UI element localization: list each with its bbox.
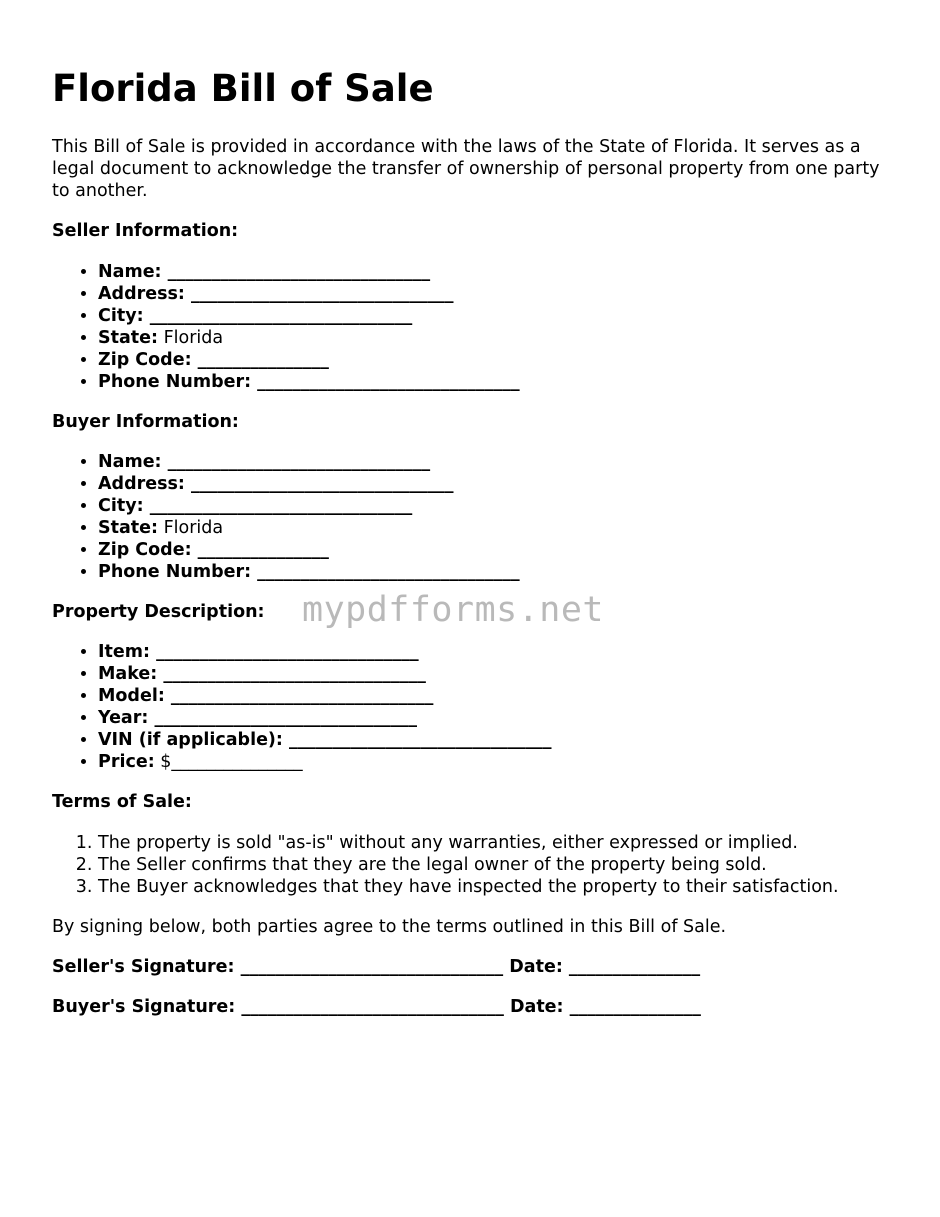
property-year-field[interactable]: • Year: ______________________________: [98, 707, 552, 729]
property-vin-field[interactable]: • VIN (if applicable): ______________________________: [98, 729, 552, 751]
buyer-signature-line[interactable]: Buyer's Signature: ______________________________ Date: _______________: [52, 997, 701, 1017]
buyer-city-field[interactable]: • City: ______________________________: [98, 495, 520, 517]
terms-heading: Terms of Sale:: [52, 792, 192, 812]
seller-fields-list: [52, 261, 520, 393]
buyer-heading: Buyer Information:: [52, 412, 239, 432]
seller-phone-field[interactable]: • Phone Number: ______________________________: [98, 371, 520, 393]
property-fields-list: [52, 641, 552, 773]
seller-name-field[interactable]: • Name: ______________________________: [98, 261, 520, 283]
watermark: mypdfforms.net: [302, 590, 605, 630]
property-make-field[interactable]: • Make: ______________________________: [98, 663, 552, 685]
seller-zip-field[interactable]: • Zip Code: _______________: [98, 349, 520, 371]
document-title: Florida Bill of Sale: [52, 67, 434, 110]
agreement-paragraph: By signing below, both parties agree to the terms outlined in this Bill of Sale.: [52, 917, 727, 937]
buyer-phone-field[interactable]: • Phone Number: ______________________________: [98, 561, 520, 583]
buyer-address-field[interactable]: • Address: ______________________________: [98, 473, 520, 495]
seller-state-field: • State: Florida: [98, 327, 520, 349]
buyer-state-field: • State: Florida: [98, 517, 520, 539]
seller-signature-line[interactable]: Seller's Signature: ______________________________ Date: _______________: [52, 957, 701, 977]
seller-address-field[interactable]: • Address: ______________________________: [98, 283, 520, 305]
property-heading: Property Description:: [52, 602, 265, 622]
terms-item: 1. The property is sold "as-is" without any warranties, either expressed or implied.: [98, 832, 839, 854]
buyer-zip-field[interactable]: • Zip Code: _______________: [98, 539, 520, 561]
terms-item: 3. The Buyer acknowledges that they have inspected the property to their satisfaction.: [98, 876, 839, 898]
property-model-field[interactable]: • Model: ______________________________: [98, 685, 552, 707]
property-price-field[interactable]: • Price: $_______________: [98, 751, 552, 773]
seller-city-field[interactable]: • City: ______________________________: [98, 305, 520, 327]
terms-list: [52, 832, 839, 898]
buyer-name-field[interactable]: • Name: ______________________________: [98, 451, 520, 473]
terms-item: 2. The Seller confirms that they are the legal owner of the property being sold.: [98, 854, 839, 876]
property-item-field[interactable]: • Item: ______________________________: [98, 641, 552, 663]
intro-paragraph: This Bill of Sale is provided in accordance with the laws of the State of Florida. It serves as a legal document to acknowledge the transfer of ownership of personal property from one party to another.: [52, 137, 880, 201]
buyer-fields-list: [52, 451, 520, 583]
seller-heading: Seller Information:: [52, 221, 239, 241]
